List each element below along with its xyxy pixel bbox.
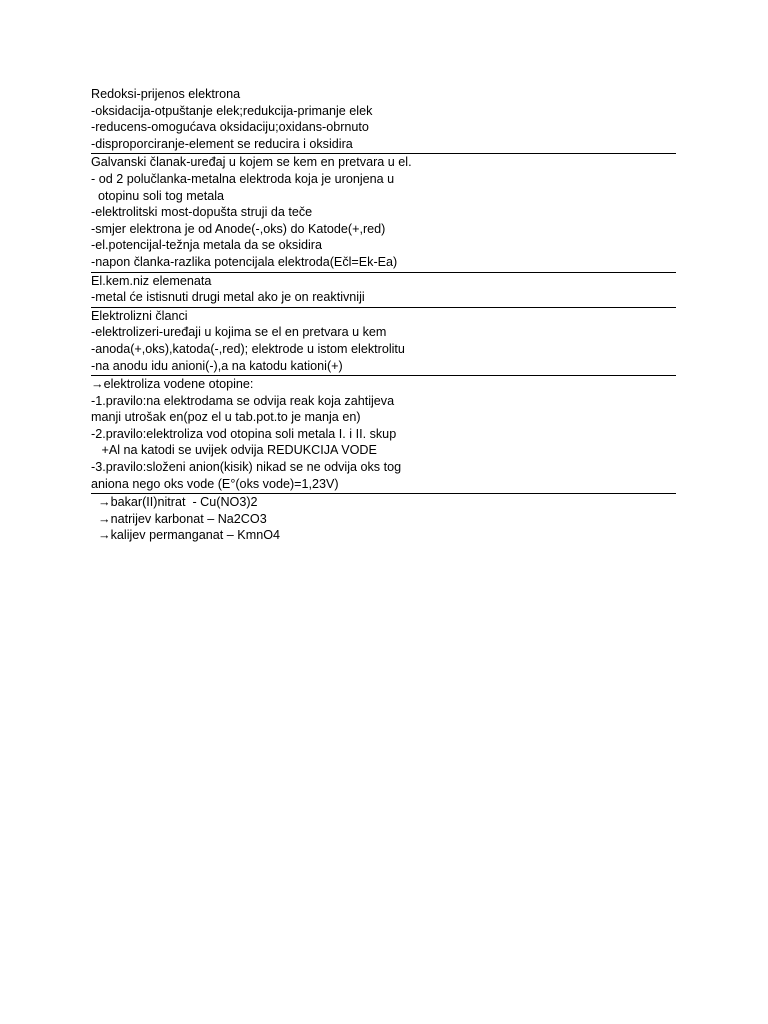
section-heading: El.kem.niz elemenata	[91, 273, 212, 288]
text-line: -anoda(+,oks),katoda(-,red); elektrode u istom elektrolitu	[91, 341, 405, 356]
compound-line: →kalijev permanganat – KmnO4	[91, 528, 280, 543]
section-electrolysis-rules	[91, 376, 676, 494]
text-line: manji utrošak en(poz el u tab.pot.to je manja en)	[91, 410, 361, 425]
text-line: - od 2 polučlanka-metalna elektroda koja je uronjena u	[91, 171, 395, 186]
text-line: -metal će istisnuti drugi metal ako je on reaktivniji	[91, 290, 365, 305]
section-galvanic-cell	[91, 154, 676, 272]
text-line: aniona nego oks vode (E°(oks vode)=1,23V)	[91, 476, 339, 491]
text-line: -reducens-omogućava oksidaciju;oxidans-obrnuto	[91, 120, 369, 135]
text-line: -napon članka-razlika potencijala elektroda(Ečl=Ek-Ea)	[91, 254, 398, 269]
section-heading: Galvanski članak-uređaj u kojem se kem en pretvara u el.	[91, 155, 412, 170]
section-redox	[91, 86, 676, 154]
text-line: -1.pravilo:na elektrodama se odvija reak koja zahtijeva	[91, 393, 395, 408]
text-line: -na anodu idu anioni(-),a na katodu kationi(+)	[91, 358, 343, 373]
section-heading: Elektrolizni članci	[91, 308, 188, 323]
text-line: otopinu soli tog metala	[91, 188, 225, 203]
section-electrolytic-cells	[91, 308, 676, 376]
text-line: -disproporciranje-element se reducira i oksidira	[91, 136, 353, 151]
text-line: -elektrolitski most-dopušta struji da teče	[91, 205, 313, 220]
compound-line: →bakar(II)nitrat - Cu(NO3)2	[91, 495, 258, 510]
section-heading: Redoksi-prijenos elektrona	[91, 87, 241, 101]
text-line: -el.potencijal-težnja metala da se oksidira	[91, 238, 323, 253]
text-line: -elektrolizeri-uređaji u kojima se el en pretvara u kem	[91, 325, 387, 340]
section-compounds	[91, 494, 676, 545]
compound-line: →natrijev karbonat – Na2CO3	[91, 511, 267, 526]
text-line: -3.pravilo:složeni anion(kisik) nikad se ne odvija oks tog	[91, 460, 402, 475]
text-line: +Al na katodi se uvijek odvija REDUKCIJA VODE	[91, 443, 377, 458]
notes-content	[91, 86, 676, 545]
text-line: -oksidacija-otpuštanje elek;redukcija-primanje elek	[91, 103, 373, 118]
section-heading: →elektroliza vodene otopine:	[91, 377, 254, 392]
text-line: -smjer elektrona je od Anode(-,oks) do Katode(+,red)	[91, 221, 386, 236]
text-line: -2.pravilo:elektroliza vod otopina soli metala I. i II. skup	[91, 426, 397, 441]
section-electrochemical-series	[91, 273, 676, 308]
